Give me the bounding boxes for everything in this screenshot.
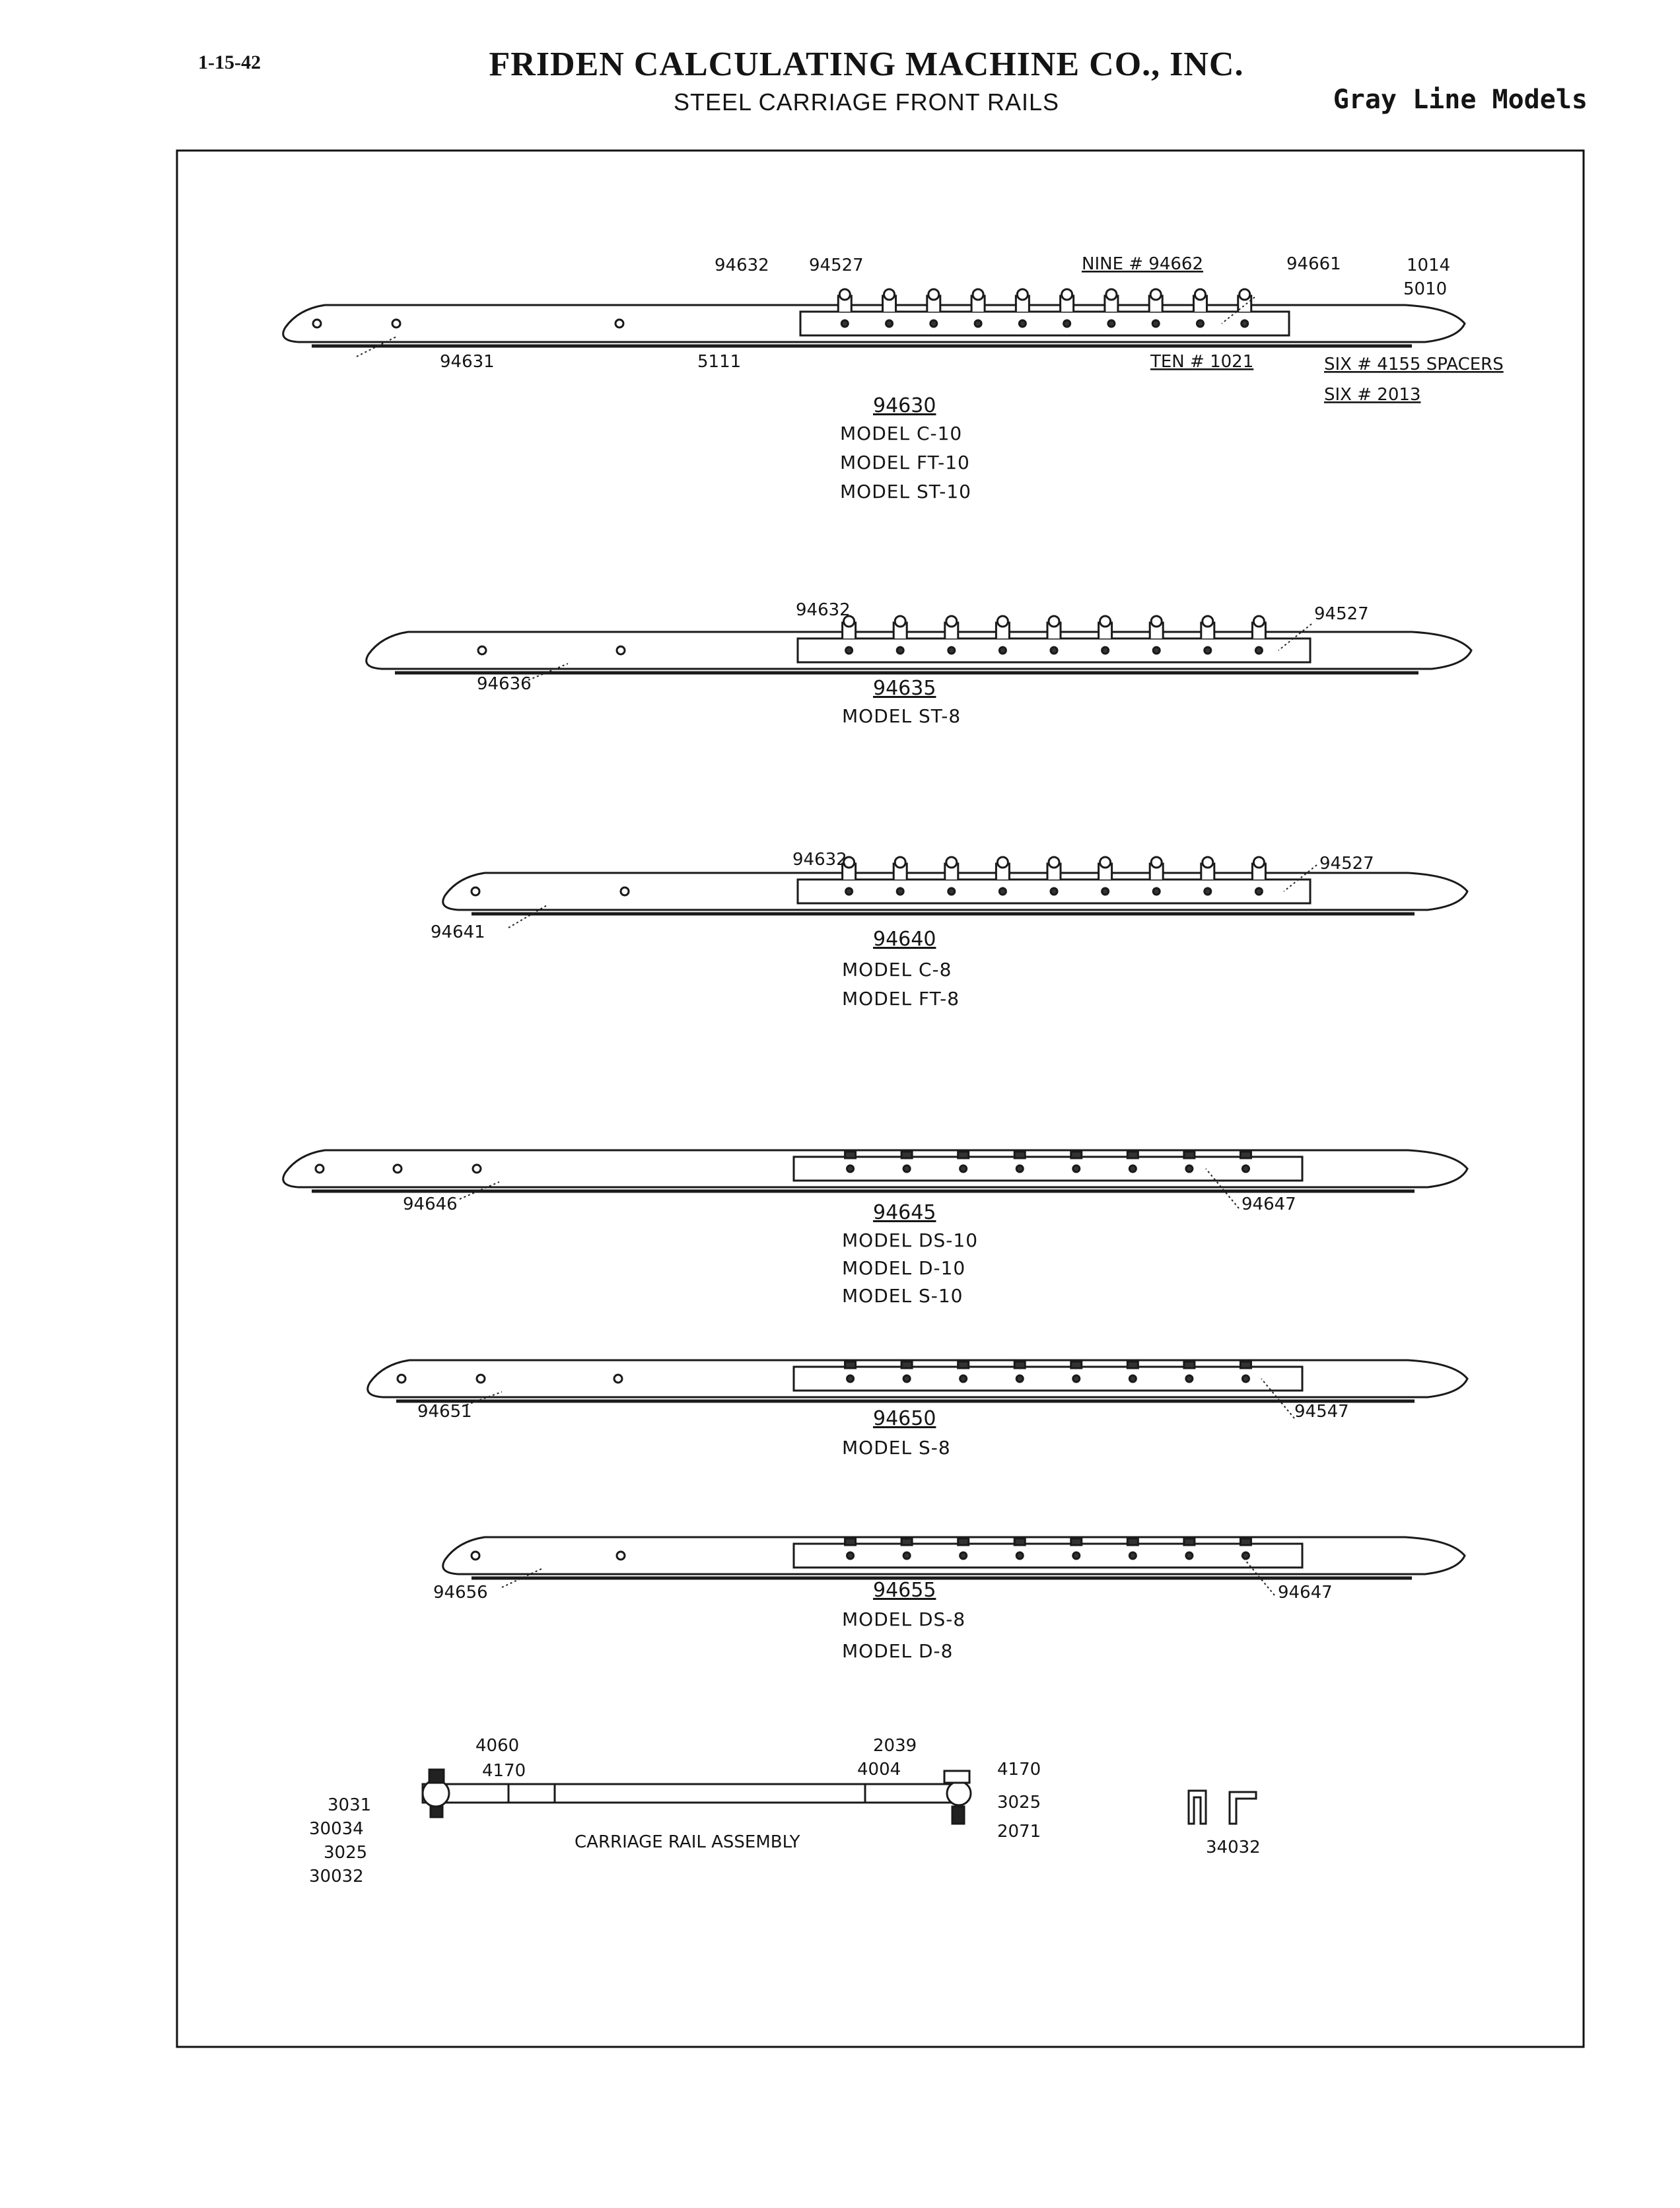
rivet-block	[1184, 1538, 1195, 1545]
callout-4170: 4170	[997, 1760, 1041, 1779]
callout-2071: 2071	[997, 1822, 1041, 1842]
plate-rivet	[1186, 1165, 1193, 1172]
callout-94656: 94656	[433, 1583, 488, 1603]
plate-rivet	[1205, 888, 1211, 895]
model-ft-8: MODEL FT-8	[842, 988, 960, 1010]
assembly-94635: 94635	[873, 677, 936, 700]
post-head	[839, 289, 850, 300]
plate-rivet	[847, 1165, 854, 1172]
assembly-94645: 94645	[873, 1201, 936, 1224]
rivet-block	[1014, 1152, 1025, 1158]
plate-rivet	[1186, 1375, 1193, 1382]
callout-94632: 94632	[715, 256, 769, 275]
carriage-rail-drawing	[423, 1770, 1256, 1824]
post-head	[1151, 857, 1162, 868]
sheet-subtitle: STEEL CARRIAGE FRONT RAILS	[673, 88, 1060, 116]
plate-rivet	[903, 1165, 910, 1172]
plate-rivet	[886, 320, 893, 327]
model-ds-10: MODEL DS-10	[842, 1229, 979, 1251]
callout-ten-1021: TEN # 1021	[1150, 352, 1254, 372]
post-head	[1151, 616, 1162, 627]
rivet-block	[1014, 1538, 1025, 1545]
rivet-block	[1071, 1538, 1082, 1545]
plate-rivet	[1102, 888, 1109, 895]
post-head	[1203, 857, 1213, 868]
callout-34032: 34032	[1206, 1838, 1261, 1857]
post-head	[1150, 289, 1161, 300]
plate-rivet	[1019, 320, 1026, 327]
callout-30034: 30034	[309, 1819, 364, 1839]
callout-4004: 4004	[857, 1760, 901, 1779]
rivet-block	[1240, 1362, 1251, 1368]
plate-rivet	[1205, 647, 1211, 654]
plate-rivet	[999, 888, 1006, 895]
callout-94527: 94527	[809, 256, 864, 275]
plate-rivet	[1153, 647, 1160, 654]
callout-94636: 94636	[477, 674, 532, 694]
model-st-8: MODEL ST-8	[842, 705, 962, 727]
plate-rivet	[1073, 1552, 1080, 1559]
plate-rivet	[1186, 1552, 1193, 1559]
plate-rivet	[1242, 1375, 1249, 1382]
rivet-block	[1014, 1362, 1025, 1368]
callout-94646: 94646	[403, 1194, 458, 1214]
model-s-10: MODEL S-10	[842, 1285, 963, 1307]
model-s-8: MODEL S-8	[842, 1437, 951, 1459]
rivet-block	[1127, 1152, 1138, 1158]
company-title: FRIDEN CALCULATING MACHINE CO., INC.	[489, 46, 1244, 83]
plate-rivet	[847, 1552, 854, 1559]
assembly-94655: 94655	[873, 1579, 936, 1602]
callout-3031: 3031	[328, 1795, 372, 1815]
callout-94527: 94527	[1314, 604, 1369, 624]
callout-94647: 94647	[1278, 1583, 1333, 1603]
rivet-block	[1184, 1152, 1195, 1158]
plate-rivet	[960, 1165, 967, 1172]
post-head	[895, 616, 905, 627]
plate-rivet	[1016, 1165, 1023, 1172]
post-head	[928, 289, 939, 300]
post-head	[1049, 616, 1059, 627]
plate-rivet	[1102, 647, 1109, 654]
callout-six-4155-spacers: SIX # 4155 SPACERS	[1324, 355, 1504, 374]
plate-rivet	[1242, 1165, 1249, 1172]
callout-4060: 4060	[475, 1736, 520, 1756]
rivet-block	[901, 1538, 912, 1545]
plate-rivet	[948, 888, 955, 895]
plate-rivet	[948, 647, 955, 654]
post-head	[1100, 616, 1111, 627]
plate-rivet	[903, 1552, 910, 1559]
model-c-10: MODEL C-10	[840, 423, 963, 444]
rail-plate	[794, 1157, 1302, 1181]
model-c-8: MODEL C-8	[842, 959, 952, 981]
plate-rivet	[1051, 647, 1057, 654]
post-head	[997, 616, 1008, 627]
post-head	[1106, 289, 1117, 300]
callout-2039: 2039	[873, 1736, 917, 1756]
rivet-block	[1127, 1362, 1138, 1368]
rivet-block	[901, 1362, 912, 1368]
plate-rivet	[1108, 320, 1115, 327]
callout-1014: 1014	[1407, 256, 1451, 275]
callout-94661: 94661	[1286, 254, 1341, 274]
callout-4170: 4170	[482, 1761, 526, 1781]
callout-5111: 5111	[697, 352, 742, 372]
model-ft-10: MODEL FT-10	[840, 452, 970, 473]
plate-rivet	[847, 1375, 854, 1382]
model-d-10: MODEL D-10	[842, 1257, 966, 1279]
model-d-8: MODEL D-8	[842, 1640, 954, 1662]
callout-94641: 94641	[431, 922, 485, 942]
assembly-94640: 94640	[873, 928, 936, 951]
rivet-block	[1240, 1538, 1251, 1545]
plate-rivet	[1129, 1165, 1136, 1172]
post-head	[946, 616, 957, 627]
post-head	[1100, 857, 1111, 868]
post-head	[1253, 857, 1264, 868]
callout-six-2013: SIX # 2013	[1324, 385, 1421, 405]
plate-rivet	[846, 647, 853, 654]
rail-plate	[800, 312, 1289, 335]
post-head	[1049, 857, 1059, 868]
plate-rivet	[930, 320, 937, 327]
callout-94647: 94647	[1242, 1194, 1296, 1214]
callout-94632: 94632	[792, 850, 847, 870]
carriage-assembly-label: CARRIAGE RAIL ASSEMBLY	[575, 1832, 800, 1852]
plate-rivet	[1197, 320, 1203, 327]
plate-rivet	[975, 320, 981, 327]
plate-rivet	[1073, 1375, 1080, 1382]
rivet-block	[958, 1362, 969, 1368]
rail-plate	[794, 1367, 1302, 1391]
plate-rivet	[1152, 320, 1159, 327]
plate-rivet	[1255, 888, 1262, 895]
rivet-block	[1240, 1152, 1251, 1158]
rivet-block	[1071, 1152, 1082, 1158]
callout-94651: 94651	[417, 1402, 472, 1422]
post-head	[946, 857, 957, 868]
post-head	[1203, 616, 1213, 627]
callout-5010: 5010	[1403, 279, 1448, 299]
rivet-block	[845, 1152, 856, 1158]
model-series: Gray Line Models	[1333, 85, 1588, 115]
post-head	[884, 289, 895, 300]
rivet-block	[901, 1152, 912, 1158]
post-head	[1017, 289, 1028, 300]
model-ds-8: MODEL DS-8	[842, 1608, 966, 1630]
plate-rivet	[1016, 1552, 1023, 1559]
plate-rivet	[1242, 320, 1248, 327]
plate-rivet	[1153, 888, 1160, 895]
rivet-block	[958, 1152, 969, 1158]
plate-rivet	[1255, 647, 1262, 654]
plate-rivet	[897, 888, 903, 895]
callout-nine-94662: NINE # 94662	[1082, 254, 1204, 274]
callout-3025: 3025	[324, 1843, 368, 1863]
sheet-date: 1-15-42	[198, 52, 261, 73]
callout-30032: 30032	[309, 1867, 364, 1886]
callout-94527: 94527	[1319, 854, 1374, 874]
post-head	[997, 857, 1008, 868]
plate-rivet	[1016, 1375, 1023, 1382]
plate-rivet	[960, 1552, 967, 1559]
plate-rivet	[960, 1375, 967, 1382]
rivet-block	[958, 1538, 969, 1545]
assembly-94630: 94630	[873, 394, 936, 417]
callout-3025: 3025	[997, 1793, 1041, 1812]
plate-rivet	[1129, 1375, 1136, 1382]
plate-rivet	[841, 320, 848, 327]
plate-rivet	[1242, 1552, 1249, 1559]
callout-94631: 94631	[440, 352, 495, 372]
rivet-block	[845, 1538, 856, 1545]
model-st-10: MODEL ST-10	[840, 481, 971, 502]
assembly-94650: 94650	[873, 1407, 936, 1430]
plate-rivet	[897, 647, 903, 654]
rivet-block	[1071, 1362, 1082, 1368]
post-head	[1253, 616, 1264, 627]
rivet-block	[1184, 1362, 1195, 1368]
post-head	[895, 857, 905, 868]
plate-rivet	[1129, 1552, 1136, 1559]
rivet-block	[845, 1362, 856, 1368]
plate-rivet	[1073, 1165, 1080, 1172]
plate-rivet	[1064, 320, 1070, 327]
post-head	[1062, 289, 1072, 300]
plate-rivet	[903, 1375, 910, 1382]
rail-plate	[794, 1544, 1302, 1568]
plate-rivet	[999, 647, 1006, 654]
plate-rivet	[1051, 888, 1057, 895]
callout-94632: 94632	[796, 600, 851, 620]
post-head	[1195, 289, 1205, 300]
callout-94547: 94547	[1294, 1402, 1349, 1422]
post-head	[1240, 289, 1250, 300]
rivet-block	[1127, 1538, 1138, 1545]
plate-rivet	[846, 888, 853, 895]
post-head	[973, 289, 983, 300]
